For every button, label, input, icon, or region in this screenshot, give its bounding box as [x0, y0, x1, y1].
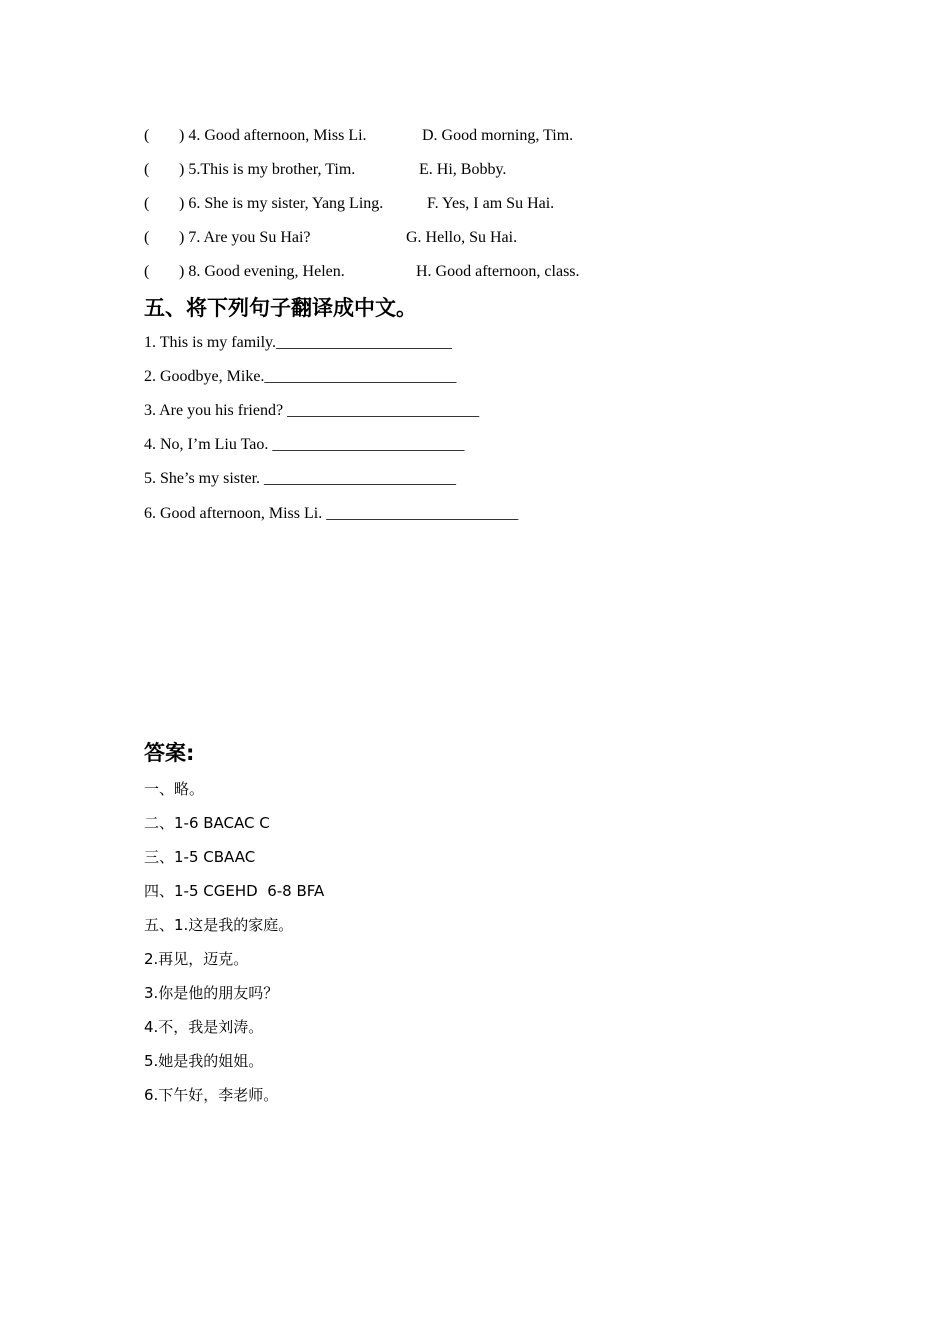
- matching-question: ) 6. She is my sister, Yang Ling.: [179, 195, 384, 212]
- matching-option: F. Yes, I am Su Hai.: [427, 195, 555, 212]
- translation-item: 6. Good afternoon, Miss Li. ________________________: [144, 505, 519, 522]
- answer-line: 三、1-5 CBAAC: [144, 848, 256, 866]
- answer-line: 五、1.这是我的家庭。: [144, 916, 294, 934]
- translation-item: 1. This is my family.______________________: [144, 334, 452, 351]
- matching-question: ) 7. Are you Su Hai?: [179, 229, 311, 246]
- translation-item: 3. Are you his friend? ________________________: [144, 402, 480, 419]
- section-heading: 五、将下列句子翻译成中文。: [144, 296, 417, 320]
- answer-line: 4.不，我是刘涛。: [144, 1018, 264, 1036]
- matching-option: H. Good afternoon, class.: [416, 263, 580, 280]
- answer-line: 四、1-5 CGEHD 6-8 BFA: [144, 882, 325, 900]
- answer-line: 二、1-6 BACAC C: [144, 814, 270, 832]
- matching-question: ) 5.This is my brother, Tim.: [179, 161, 356, 178]
- answer-bracket: (: [144, 263, 150, 280]
- translation-item: 2. Goodbye, Mike.________________________: [144, 368, 457, 385]
- matching-option: G. Hello, Su Hai.: [406, 229, 518, 246]
- answer-line: 2.再见，迈克。: [144, 950, 249, 968]
- answer-line: 6.下午好，李老师。: [144, 1086, 279, 1104]
- answer-line: 一、略。: [144, 780, 205, 798]
- answer-line: 5.她是我的姐姐。: [144, 1052, 264, 1070]
- answer-bracket: (: [144, 127, 150, 144]
- answer-bracket: (: [144, 195, 150, 212]
- answer-line: 3.你是他的朋友吗？: [144, 984, 279, 1002]
- answer-bracket: (: [144, 161, 150, 178]
- translation-item: 4. No, I’m Liu Tao. ________________________: [144, 436, 465, 453]
- answers-heading: 答案:: [144, 741, 195, 765]
- matching-option: E. Hi, Bobby.: [419, 161, 507, 178]
- matching-option: D. Good morning, Tim.: [422, 127, 574, 144]
- translation-item: 5. She’s my sister. ________________________: [144, 470, 457, 487]
- matching-question: ) 4. Good afternoon, Miss Li.: [179, 127, 367, 144]
- matching-question: ) 8. Good evening, Helen.: [179, 263, 345, 280]
- answer-bracket: (: [144, 229, 150, 246]
